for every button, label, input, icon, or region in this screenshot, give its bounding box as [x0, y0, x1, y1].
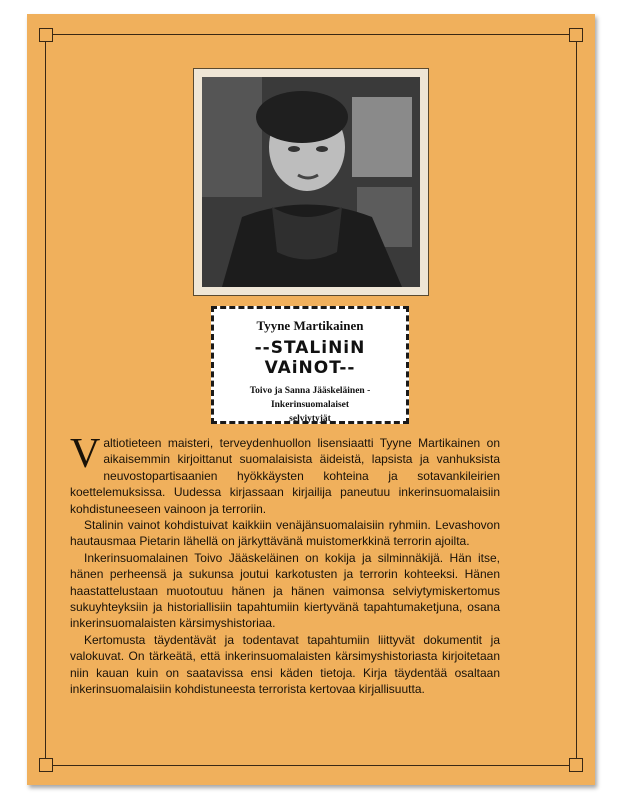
frame-corner — [39, 758, 53, 772]
blurb-text — [70, 431, 500, 698]
book-title: --STALiNiN VAiNOT-- — [254, 338, 366, 378]
subtitle-line: Inkerinsuomalaiset — [270, 400, 350, 410]
author-photo — [193, 68, 429, 296]
paragraph — [70, 431, 500, 517]
book-subtitle — [211, 384, 409, 426]
subtitle-line: Toivo ja Sanna Jääskeläinen - — [249, 386, 371, 396]
subtitle-line: selviytyjät — [289, 414, 331, 424]
frame-corner — [569, 28, 583, 42]
author-name: Tyyne Martikainen — [256, 318, 364, 333]
frame-corner — [569, 758, 583, 772]
paragraph: Kertomusta täydentävät ja todentavat tapahtumiin liittyvät dokumentit ja valokuvat. On tärkeätä, että inkerinsuomalaisten kärsimyshistoriasta kirjoitetaan niin kauan kuin on saatavissa ensi käden tietoja. Kirja täydentää osaltaan inkerinsuomalaisiin kohdistuneesta terrorista kertovaa kirjallisuutta. — [70, 632, 500, 697]
drop-cap: V — [70, 431, 101, 477]
frame-corner — [39, 28, 53, 42]
paragraph: Stalinin vainot kohdistuivat kaikkiin venäjänsuomalaisiin ryhmiin. Levashovon hautausmaa Pietarin lähellä on järkyttävänä muistomerkkinä terrorin ajoilta. — [70, 518, 500, 549]
author-portrait-icon — [202, 77, 420, 287]
paragraph: Inkerinsuomalainen Toivo Jääskeläinen on kokija ja silminnäkijä. Hän itse, hänen perheensä ja sukunsa joutui karkotusten ja terrorin kohteeksi. Hänen haastattelustaan muotoutuu hänen ja hänen vaimonsa selviytymiskertomus sukuyhteyksiin ja historiallisiin tapahtumiin kiertyvänä tapahtumaketjuna, osana inkerinsuomalaisten kärsimyshistoriaa. — [70, 550, 500, 631]
paragraph-text: altiotieteen maisteri, terveydenhuollon lisensiaatti Tyyne Martikainen on aikaisemmin kirjoittanut suomalaisista äideistä, lapsista ja vanhuksista neuvostopartisaanien hyökkäysten kohteina ja sotavankileirien koettelemuksissa. Uudessa kirjassaan kirjailija paneutuu inkerinsuomalaisiin kohdistuneeseen vainoon ja terroriin. — [70, 436, 500, 516]
title-box — [211, 306, 409, 424]
